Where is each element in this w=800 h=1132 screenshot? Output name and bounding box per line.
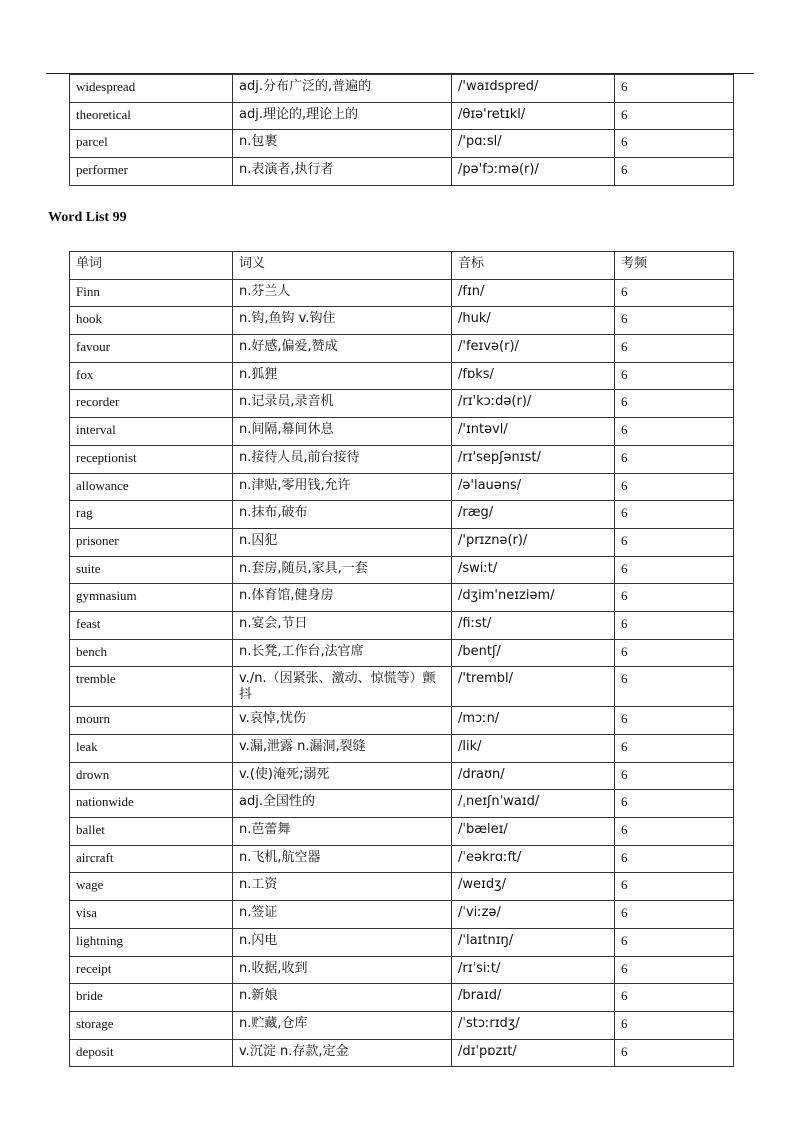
phonetic-cell: /fiːst/ xyxy=(452,611,615,639)
frequency-cell: 6 xyxy=(615,501,734,529)
frequency-cell: 6 xyxy=(615,707,734,735)
table-row xyxy=(70,362,734,390)
frequency-cell: 6 xyxy=(615,75,734,103)
phonetic-cell: /swiːt/ xyxy=(452,556,615,584)
word-cell: prisoner xyxy=(70,528,233,556)
frequency-cell: 6 xyxy=(615,639,734,667)
meaning-cell: n.间隔,幕间休息 xyxy=(233,418,452,446)
table-row xyxy=(70,501,734,529)
frequency-cell: 6 xyxy=(615,984,734,1012)
table-row xyxy=(70,158,734,186)
word-cell: bride xyxy=(70,984,233,1012)
vocab-table-continued-body xyxy=(70,75,734,186)
meaning-cell: adj.全国性的 xyxy=(233,790,452,818)
word-cell: suite xyxy=(70,556,233,584)
phonetic-cell: /braɪd/ xyxy=(452,984,615,1012)
phonetic-cell: /ˈstɔːrɪdʒ/ xyxy=(452,1011,615,1039)
word-cell: receipt xyxy=(70,956,233,984)
frequency-cell: 6 xyxy=(615,667,734,707)
meaning-cell: n.记录员,录音机 xyxy=(233,390,452,418)
word-cell: receptionist xyxy=(70,445,233,473)
table-row xyxy=(70,735,734,763)
word-cell: interval xyxy=(70,418,233,446)
table-row xyxy=(70,1011,734,1039)
phonetic-cell: /fɪn/ xyxy=(452,279,615,307)
word-cell: favour xyxy=(70,335,233,363)
table-row xyxy=(70,584,734,612)
vocab-table-word-list-99 xyxy=(69,251,734,1067)
phonetic-cell: /θɪə'retɪkl/ xyxy=(452,102,615,130)
frequency-cell: 6 xyxy=(615,1011,734,1039)
meaning-cell: v.沉淀 n.存款,定金 xyxy=(233,1039,452,1067)
meaning-cell: n.好感,偏爱,赞成 xyxy=(233,335,452,363)
phonetic-cell: /lik/ xyxy=(452,735,615,763)
table-row xyxy=(70,75,734,103)
frequency-cell: 6 xyxy=(615,473,734,501)
frequency-cell: 6 xyxy=(615,873,734,901)
frequency-cell: 6 xyxy=(615,1039,734,1067)
header-word: 单词 xyxy=(70,252,233,280)
table-row xyxy=(70,790,734,818)
word-cell: rag xyxy=(70,501,233,529)
word-cell: tremble xyxy=(70,667,233,707)
word-cell: hook xyxy=(70,307,233,335)
word-cell: ballet xyxy=(70,818,233,846)
frequency-cell: 6 xyxy=(615,584,734,612)
meaning-cell: n.接待人员,前台接待 xyxy=(233,445,452,473)
phonetic-cell: /ˌneɪʃnˈwaɪd/ xyxy=(452,790,615,818)
meaning-cell: v./n.（因紧张、激动、惊慌等）颤抖 xyxy=(233,667,452,707)
meaning-cell: n.工资 xyxy=(233,873,452,901)
phonetic-cell: /huk/ xyxy=(452,307,615,335)
phonetic-cell: /bentʃ/ xyxy=(452,639,615,667)
table-row xyxy=(70,845,734,873)
frequency-cell: 6 xyxy=(615,956,734,984)
table-row xyxy=(70,279,734,307)
table-row xyxy=(70,130,734,158)
word-cell: nationwide xyxy=(70,790,233,818)
frequency-cell: 6 xyxy=(615,611,734,639)
table-row xyxy=(70,102,734,130)
phonetic-cell: /rɪ'kɔːdə(r)/ xyxy=(452,390,615,418)
frequency-cell: 6 xyxy=(615,556,734,584)
meaning-cell: adj.理论的,理论上的 xyxy=(233,102,452,130)
frequency-cell: 6 xyxy=(615,362,734,390)
vocab-table-continued xyxy=(69,74,734,186)
word-cell: parcel xyxy=(70,130,233,158)
phonetic-cell: /'pɑːsl/ xyxy=(452,130,615,158)
frequency-cell: 6 xyxy=(615,928,734,956)
frequency-cell: 6 xyxy=(615,158,734,186)
frequency-cell: 6 xyxy=(615,762,734,790)
phonetic-cell: /mɔːn/ xyxy=(452,707,615,735)
meaning-cell: n.收据,收到 xyxy=(233,956,452,984)
phonetic-cell: /fɒks/ xyxy=(452,362,615,390)
word-cell: wage xyxy=(70,873,233,901)
word-cell: theoretical xyxy=(70,102,233,130)
phonetic-cell: /dɪˈpɒzɪt/ xyxy=(452,1039,615,1067)
word-cell: gymnasium xyxy=(70,584,233,612)
word-cell: mourn xyxy=(70,707,233,735)
phonetic-cell: /dʒim'neɪziəm/ xyxy=(452,584,615,612)
phonetic-cell: /ˈlaɪtnɪŋ/ xyxy=(452,928,615,956)
phonetic-cell: /rɪˈsiːt/ xyxy=(452,956,615,984)
word-cell: feast xyxy=(70,611,233,639)
meaning-cell: n.体育馆,健身房 xyxy=(233,584,452,612)
phonetic-cell: /'prɪznə(r)/ xyxy=(452,528,615,556)
word-list-heading: Word List 99 xyxy=(48,210,127,225)
meaning-cell: n.签证 xyxy=(233,901,452,929)
frequency-cell: 6 xyxy=(615,790,734,818)
table-row xyxy=(70,639,734,667)
word-cell: deposit xyxy=(70,1039,233,1067)
word-cell: storage xyxy=(70,1011,233,1039)
phonetic-cell: /ˈeəkrɑːft/ xyxy=(452,845,615,873)
frequency-cell: 6 xyxy=(615,418,734,446)
frequency-cell: 6 xyxy=(615,818,734,846)
word-cell: widespread xyxy=(70,75,233,103)
table-row xyxy=(70,984,734,1012)
table-row xyxy=(70,873,734,901)
table-row xyxy=(70,307,734,335)
meaning-cell: n.芭蕾舞 xyxy=(233,818,452,846)
word-cell: visa xyxy=(70,901,233,929)
meaning-cell: n.芬兰人 xyxy=(233,279,452,307)
meaning-cell: n.抹布,破布 xyxy=(233,501,452,529)
phonetic-cell: /'feɪvə(r)/ xyxy=(452,335,615,363)
table-row xyxy=(70,528,734,556)
meaning-cell: n.包裹 xyxy=(233,130,452,158)
table-row xyxy=(70,956,734,984)
frequency-cell: 6 xyxy=(615,279,734,307)
frequency-cell: 6 xyxy=(615,845,734,873)
table-row xyxy=(70,928,734,956)
phonetic-cell: /ræg/ xyxy=(452,501,615,529)
frequency-cell: 6 xyxy=(615,102,734,130)
table-row xyxy=(70,611,734,639)
word-cell: leak xyxy=(70,735,233,763)
phonetic-cell: /draʊn/ xyxy=(452,762,615,790)
meaning-cell: n.长凳,工作台,法官席 xyxy=(233,639,452,667)
phonetic-cell: /ˈviːzə/ xyxy=(452,901,615,929)
frequency-cell: 6 xyxy=(615,335,734,363)
frequency-cell: 6 xyxy=(615,735,734,763)
meaning-cell: n.贮藏,仓库 xyxy=(233,1011,452,1039)
meaning-cell: n.狐狸 xyxy=(233,362,452,390)
header-frequency: 考频 xyxy=(615,252,734,280)
meaning-cell: v.哀悼,忧伤 xyxy=(233,707,452,735)
frequency-cell: 6 xyxy=(615,130,734,158)
table-row xyxy=(70,1039,734,1067)
frequency-cell: 6 xyxy=(615,445,734,473)
table-row xyxy=(70,667,734,707)
word-cell: recorder xyxy=(70,390,233,418)
meaning-cell: n.套房,随员,家具,一套 xyxy=(233,556,452,584)
phonetic-cell: /pə'fɔːmə(r)/ xyxy=(452,158,615,186)
word-cell: fox xyxy=(70,362,233,390)
meaning-cell: v.(使)淹死;溺死 xyxy=(233,762,452,790)
table-row xyxy=(70,418,734,446)
table-header-row xyxy=(70,252,734,280)
table-row xyxy=(70,556,734,584)
word-cell: drown xyxy=(70,762,233,790)
table-row xyxy=(70,901,734,929)
phonetic-cell: /ə'lauəns/ xyxy=(452,473,615,501)
meaning-cell: n.宴会,节日 xyxy=(233,611,452,639)
phonetic-cell: /'trembl/ xyxy=(452,667,615,707)
word-cell: bench xyxy=(70,639,233,667)
frequency-cell: 6 xyxy=(615,528,734,556)
word-cell: performer xyxy=(70,158,233,186)
vocab-table-body xyxy=(70,279,734,1067)
meaning-cell: n.飞机,航空器 xyxy=(233,845,452,873)
phonetic-cell: /rɪ'sepʃənɪst/ xyxy=(452,445,615,473)
frequency-cell: 6 xyxy=(615,901,734,929)
phonetic-cell: /weɪdʒ/ xyxy=(452,873,615,901)
header-phonetic: 音标 xyxy=(452,252,615,280)
meaning-cell: n.表演者,执行者 xyxy=(233,158,452,186)
meaning-cell: n.囚犯 xyxy=(233,528,452,556)
meaning-cell: adj.分布广泛的,普遍的 xyxy=(233,75,452,103)
meaning-cell: n.津贴,零用钱,允许 xyxy=(233,473,452,501)
word-cell: lightning xyxy=(70,928,233,956)
table-row xyxy=(70,707,734,735)
meaning-cell: n.新娘 xyxy=(233,984,452,1012)
table-row xyxy=(70,335,734,363)
table-row xyxy=(70,473,734,501)
header-meaning: 词义 xyxy=(233,252,452,280)
frequency-cell: 6 xyxy=(615,390,734,418)
word-cell: Finn xyxy=(70,279,233,307)
table-row xyxy=(70,762,734,790)
phonetic-cell: /'ɪntəvl/ xyxy=(452,418,615,446)
table-row xyxy=(70,445,734,473)
meaning-cell: v.漏,泄露 n.漏洞,裂缝 xyxy=(233,735,452,763)
phonetic-cell: /ˈbæleɪ/ xyxy=(452,818,615,846)
meaning-cell: n.钩,鱼钩 v.钩住 xyxy=(233,307,452,335)
frequency-cell: 6 xyxy=(615,307,734,335)
word-cell: allowance xyxy=(70,473,233,501)
phonetic-cell: /'waɪdspred/ xyxy=(452,75,615,103)
word-cell: aircraft xyxy=(70,845,233,873)
meaning-cell: n.闪电 xyxy=(233,928,452,956)
table-row xyxy=(70,818,734,846)
table-row xyxy=(70,390,734,418)
